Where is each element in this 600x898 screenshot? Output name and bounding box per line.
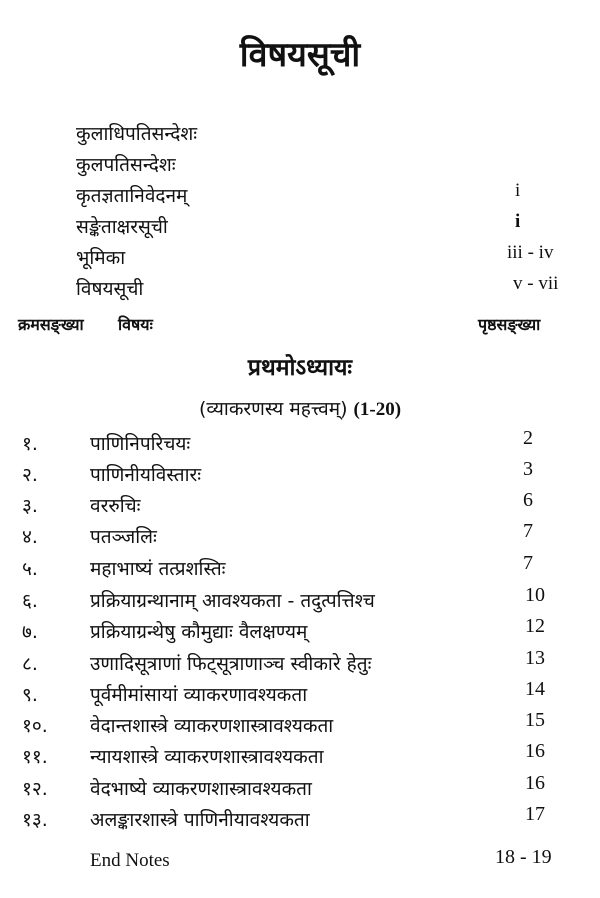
entry-title: प्रक्रियाग्रन्थानाम् आवश्यकता - तदुत्पत्तिश्च xyxy=(90,590,375,612)
entry-number: ६. xyxy=(22,590,38,612)
front-matter-item: सङ्केताक्षरसूची xyxy=(76,216,168,238)
entry-page: 16 xyxy=(525,740,545,762)
entry-page: 6 xyxy=(523,489,533,511)
chapter-page-range: (1-20) xyxy=(353,399,402,420)
end-notes-label: End Notes xyxy=(90,850,170,871)
entry-page: 2 xyxy=(523,427,533,449)
front-matter-item: विषयसूची xyxy=(76,278,144,300)
entry-page: 14 xyxy=(525,678,545,700)
page-title: विषयसूची xyxy=(239,35,361,75)
entry-number: ५. xyxy=(22,558,38,580)
front-matter-item: कृतज्ञतानिवेदनम् xyxy=(76,185,188,207)
chapter-title: प्रथमोऽध्यायः xyxy=(247,355,353,381)
entry-title: प्रक्रियाग्रन्थेषु कौमुद्याः वैलक्षण्यम् xyxy=(90,621,308,643)
entry-number: ७. xyxy=(22,621,38,643)
entry-page: 10 xyxy=(525,584,545,606)
entry-title: पूर्वमीमांसायां व्याकरणावश्यकता xyxy=(90,684,308,706)
entry-page: 12 xyxy=(525,615,545,637)
entry-number: ३. xyxy=(22,495,38,517)
front-matter-page: i xyxy=(515,180,521,201)
column-header-serial: क्रमसङ्ख्या xyxy=(18,315,84,334)
entry-title: पाणिनिपरिचयः xyxy=(90,433,191,455)
front-matter-item: कुलाधिपतिसन्देशः xyxy=(76,123,198,145)
entry-number: १३. xyxy=(22,809,48,831)
end-notes-page: 18 - 19 xyxy=(495,846,552,868)
column-header-page: पृष्ठसङ्ख्या xyxy=(478,315,541,334)
entry-number: ८. xyxy=(22,653,38,675)
entry-page: 15 xyxy=(525,709,545,731)
entry-title: उणादिसूत्राणां फिट्सूत्राणाञ्च स्वीकारे हेतुः xyxy=(90,653,372,675)
entry-page: 7 xyxy=(523,552,533,574)
front-matter-item: भूमिका xyxy=(76,247,126,269)
entry-number: १. xyxy=(22,433,38,455)
entry-number: १२. xyxy=(22,778,48,800)
entry-title: महाभाष्यं तत्प्रशस्तिः xyxy=(90,558,226,580)
entry-page: 13 xyxy=(525,647,545,669)
front-matter-page: v - vii xyxy=(513,273,559,294)
entry-page: 16 xyxy=(525,772,545,794)
entry-number: ९. xyxy=(22,684,38,706)
front-matter-page: iii - iv xyxy=(507,242,554,263)
entry-title: पाणिनीयविस्तारः xyxy=(90,464,202,486)
entry-title: वररुचिः xyxy=(90,495,141,517)
entry-title: वेदान्तशास्त्रे व्याकरणशास्त्रावश्यकता xyxy=(90,715,334,737)
chapter-subtitle xyxy=(0,395,600,421)
column-header-subject: विषयः xyxy=(118,315,153,334)
front-matter-page: i xyxy=(515,211,521,232)
entry-number: १०. xyxy=(22,715,48,737)
entry-number: ४. xyxy=(22,526,38,548)
entry-page: 3 xyxy=(523,458,533,480)
entry-number: २. xyxy=(22,464,38,486)
entry-page: 17 xyxy=(525,803,545,825)
front-matter-item: कुलपतिसन्देशः xyxy=(76,154,176,176)
entry-title: अलङ्कारशास्त्रे पाणिनीयावश्यकता xyxy=(90,809,310,831)
entry-page: 7 xyxy=(523,520,533,542)
entry-title: वेदभाष्ये व्याकरणशास्त्रावश्यकता xyxy=(90,778,312,800)
chapter-subtitle-text: (व्याकरणस्य महत्त्वम्) xyxy=(198,398,348,420)
entry-number: ११. xyxy=(22,746,48,768)
entry-title: पतञ्जलिः xyxy=(90,526,157,548)
entry-title: न्यायशास्त्रे व्याकरणशास्त्रावश्यकता xyxy=(90,746,324,768)
